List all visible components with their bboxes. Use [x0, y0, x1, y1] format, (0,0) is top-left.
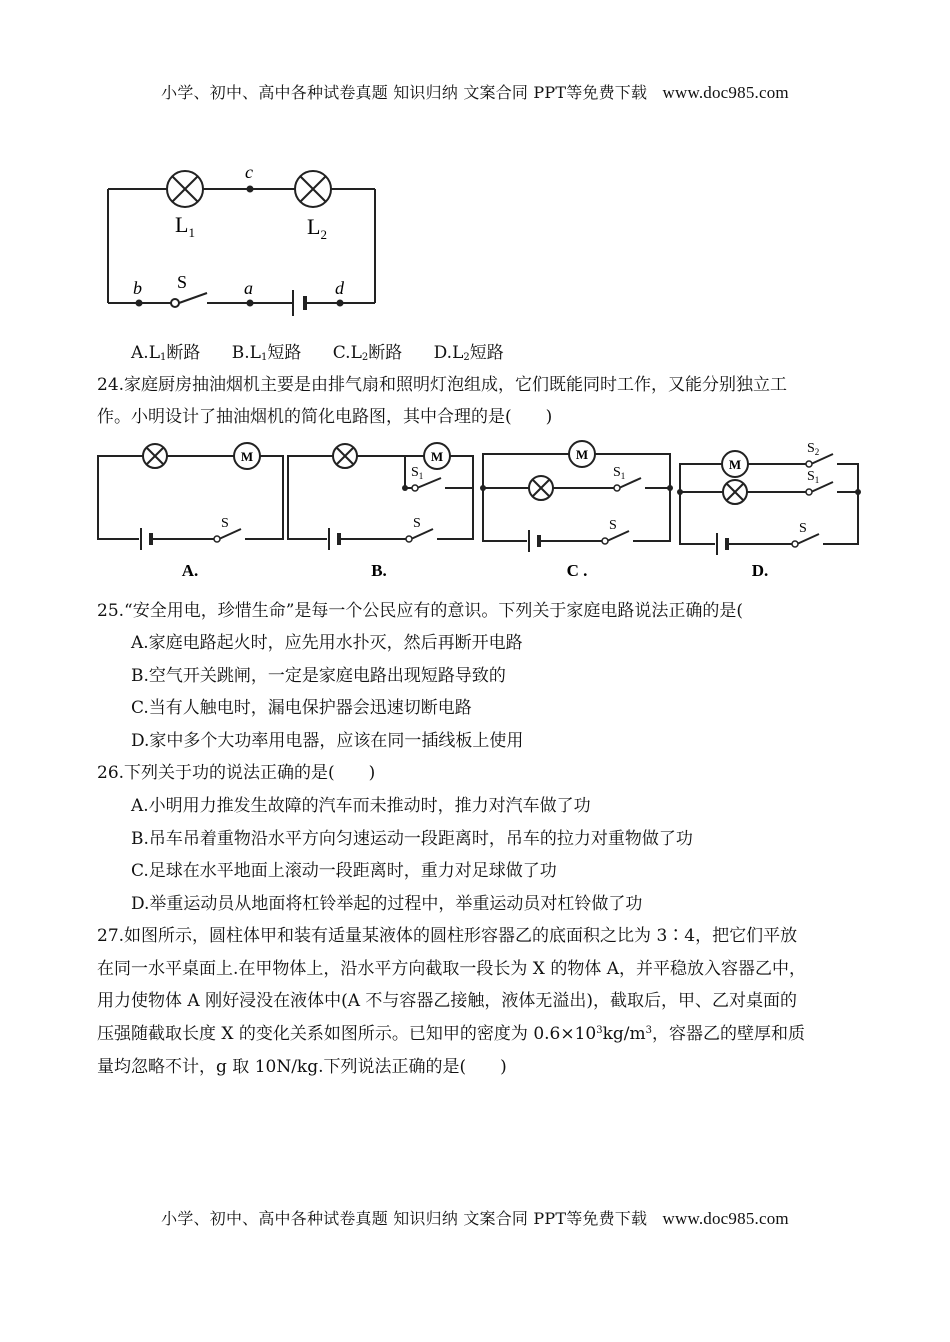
page-header [0, 80, 950, 103]
q24-stem-line1: 24.家庭厨房抽油烟机主要是由排气扇和照明灯泡组成，它们既能同时工作，又能分别独立工 [97, 375, 788, 395]
lamp-icon [529, 476, 553, 500]
lamp-l2-icon [295, 171, 331, 207]
q23-option-a[interactable]: $A.L_1$断路 [131, 343, 201, 363]
q23-option-d[interactable]: $D.L_2$短路 [433, 343, 504, 363]
q27-stem-line5: 量均忽略不计，g 取 10N/kg.下列说法正确的是( ) [97, 1057, 507, 1077]
q25-stem: 25.“安全用电，珍惜生命”是每一个公民应有的意识。下列关于家庭电路说法正确的是( [97, 601, 744, 621]
figure-a-label[interactable]: A. [181, 561, 199, 580]
q27-stem-line2: 在同一水平桌面上.在甲物体上，沿水平方向截取一段长为 X 的物体 A，并平稳放入容器乙中， [97, 959, 806, 979]
q23-option-b[interactable]: $B.L_1$短路 [231, 343, 302, 363]
label-a: a [244, 278, 253, 298]
motor-label: M [575, 447, 589, 462]
q24-circuit-figures [95, 436, 875, 581]
switch-s-label: S [609, 518, 617, 533]
lamp-l1-icon [167, 171, 203, 207]
q26-option-c[interactable]: C.足球在水平地面上滚动一段距离时，重力对足球做了功 [131, 861, 557, 881]
q23-circuit-figure [95, 160, 385, 325]
lamp-icon [143, 444, 167, 468]
q26-option-a[interactable]: A.小明用力推发生故障的汽车而未推动时，推力对汽车做了功 [131, 796, 591, 816]
motor-label: M [240, 449, 254, 464]
label-l2: $L_2$ [307, 214, 327, 242]
q23-option-c[interactable]: $C.L_2$断路 [332, 343, 403, 363]
switch-s1-label: $S_1$ [807, 469, 820, 485]
label-d: d [335, 278, 344, 298]
q25-option-b[interactable]: B.空气开关跳闸，一定是家庭电路出现短路导致的 [131, 666, 506, 686]
q27-stem-line1: 27.如图所示，圆柱体甲和装有适量某液体的圆柱形容器乙的底面积之比为 3∶4，把它们平放 [97, 926, 798, 946]
figure-c-label[interactable]: C . [566, 561, 588, 580]
q25-option-c[interactable]: C.当有人触电时，漏电保护器会迅速切断电路 [131, 698, 472, 718]
footer-text: 小学、初中、高中各种试卷真题 知识归纳 文案合同 PPT等免费下载 [161, 1209, 648, 1228]
lamp-icon [333, 444, 357, 468]
q24-stem-line2: 作。小明设计了抽油烟机的简化电路图，其中合理的是( ) [97, 407, 553, 427]
q26-option-d[interactable]: D.举重运动员从地面将杠铃举起的过程中，举重运动员对杠铃做了功 [131, 894, 643, 914]
figure-d-label[interactable]: D. [751, 561, 769, 580]
header-text: 小学、初中、高中各种试卷真题 知识归纳 文案合同 PPT等免费下载 [161, 83, 648, 102]
figure-b-label[interactable]: B. [371, 561, 387, 580]
switch-s-label: S [413, 516, 421, 531]
label-b: b [133, 278, 142, 298]
lamp-icon [723, 480, 747, 504]
q27-stem-line4: 压强随截取长度 X 的变化关系如图所示。已知甲的密度为 $0.6\times 10^3kg/m^3$，容器乙的壁厚和质 [97, 1024, 806, 1044]
switch-s-label: S [799, 521, 807, 536]
q23-options [131, 338, 530, 363]
footer-site-link[interactable]: www.doc985.com [662, 1209, 789, 1228]
q26-option-b[interactable]: B.吊车吊着重物沿水平方向匀速运动一段距离时，吊车的拉力对重物做了功 [131, 829, 693, 849]
q25-option-a[interactable]: A.家庭电路起火时，应先用水扑灭，然后再断开电路 [131, 633, 523, 653]
switch-s1-label: $S_1$ [411, 465, 424, 481]
q26-stem: 26.下列关于功的说法正确的是( ) [97, 763, 376, 783]
motor-label: M [430, 449, 444, 464]
page-footer [0, 1206, 950, 1229]
label-s: S [177, 272, 188, 292]
motor-label: M [728, 457, 742, 472]
label-c: c [245, 162, 253, 182]
label-l1: $L_1$ [175, 212, 195, 240]
switch-s-label: S [221, 516, 229, 531]
switch-s2-label: $S_2$ [807, 441, 820, 457]
q25-option-d[interactable]: D.家中多个大功率用电器，应该在同一插线板上使用 [131, 731, 524, 751]
switch-s1-label: $S_1$ [613, 465, 626, 481]
q27-stem-line3: 用力使物体 A 刚好浸没在液体中(A 不与容器乙接触，液体无溢出)，截取后，甲、乙对桌面的 [97, 991, 798, 1011]
header-site-link[interactable]: www.doc985.com [662, 83, 789, 102]
